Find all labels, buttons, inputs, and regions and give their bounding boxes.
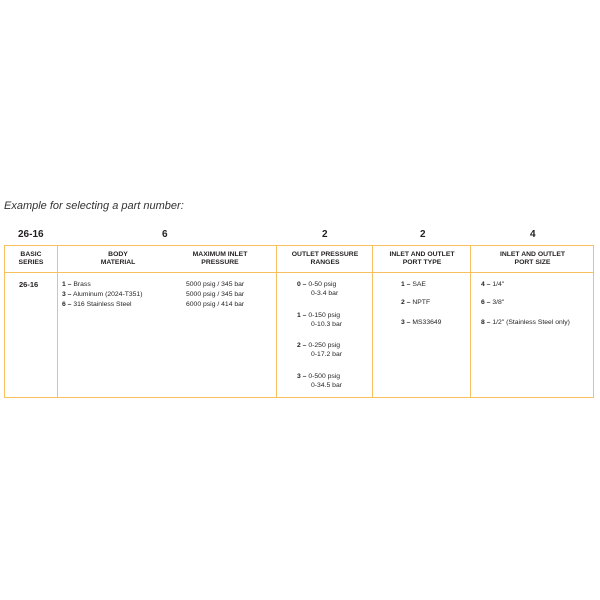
basic-series-value: 26-16 <box>19 280 39 289</box>
max-pressure-value: 5000 psig / 345 bar <box>186 281 245 288</box>
header-body-material: BODY MATERIAL <box>100 251 136 266</box>
header-cell <box>471 246 594 273</box>
header-cell <box>5 246 57 273</box>
port-type-item: 1 – SAE <box>401 281 426 288</box>
header-cell <box>373 246 471 273</box>
code-port-size: 4 <box>530 229 536 240</box>
column-port-type <box>372 246 471 397</box>
part-number-table <box>4 245 594 398</box>
example-caption: Example for selecting a part number: <box>4 200 184 212</box>
port-type-item: 3 – MS33649 <box>401 319 442 326</box>
column-body-material <box>57 246 277 397</box>
port-size-item: 8 – 1/2" (Stainless Steel only) <box>481 319 570 326</box>
port-size-item: 6 – 3/8" <box>481 299 505 306</box>
port-size-item: 4 – 1/4" <box>481 281 505 288</box>
material-row: 1 – Brass <box>62 281 91 288</box>
outlet-range-item: 1 – 0-150 psig 0-10.3 bar <box>297 312 342 328</box>
max-pressure-value: 6000 psig / 414 bar <box>186 301 245 308</box>
outlet-range-item: 0 – 0-50 psig 0-3.4 bar <box>297 281 339 297</box>
column-basic-series <box>5 246 57 397</box>
port-type-item: 2 – NPTF <box>401 299 431 306</box>
header-max-inlet-pressure: MAXIMUM INLET PRESSURE <box>192 251 248 266</box>
column-port-size <box>470 246 594 397</box>
header-port-size: INLET AND OUTLET PORT SIZE <box>499 251 566 266</box>
material-row: 6 – 316 Stainless Steel <box>62 301 132 308</box>
outlet-range-item: 3 – 0-500 psig 0-34.5 bar <box>297 373 342 389</box>
column-outlet-pressure <box>276 246 373 397</box>
header-outlet-pressure: OUTLET PRESSURE RANGES <box>291 251 359 266</box>
header-basic-series: BASIC SERIES <box>18 251 44 266</box>
outlet-range-item: 2 – 0-250 psig 0-17.2 bar <box>297 342 342 358</box>
material-row: 3 – Aluminum (2024-T351) <box>62 291 143 298</box>
part-number-codes <box>4 229 596 243</box>
header-cell <box>277 246 373 273</box>
code-outlet-pressure: 2 <box>322 229 328 240</box>
header-cell <box>58 246 277 273</box>
max-pressure-value: 5000 psig / 345 bar <box>186 291 245 298</box>
code-body-material: 6 <box>162 229 168 240</box>
code-basic-series: 26-16 <box>18 229 44 240</box>
header-port-type: INLET AND OUTLET PORT TYPE <box>389 251 455 266</box>
code-port-type: 2 <box>420 229 426 240</box>
